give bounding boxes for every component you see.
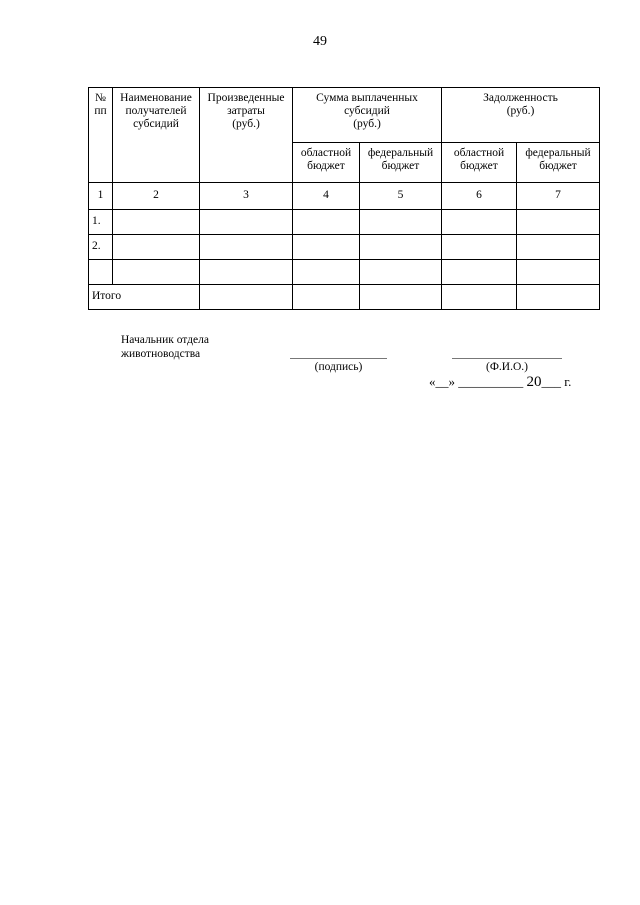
signature-line	[290, 358, 387, 359]
date-blank-day: __	[435, 374, 449, 389]
header-debt-federal: федеральный бюджет	[517, 143, 600, 183]
header-expenses: Произведенные затраты (руб.)	[200, 88, 293, 183]
column-number: 5	[360, 183, 442, 210]
table-cell	[360, 260, 442, 285]
table-cell	[360, 285, 442, 310]
header-paid-regional: областной бюджет	[293, 143, 360, 183]
table-cell	[360, 210, 442, 235]
column-number: 6	[442, 183, 517, 210]
table-cell	[517, 235, 600, 260]
column-number-row	[89, 183, 600, 210]
name-label: (Ф.И.О.)	[486, 361, 528, 373]
date-line	[429, 374, 571, 391]
date-open-quote: «	[429, 374, 436, 389]
table-cell	[200, 285, 293, 310]
date-suffix: г.	[564, 374, 572, 389]
table-cell	[442, 210, 517, 235]
total-row	[89, 285, 600, 310]
name-line	[452, 358, 562, 359]
row-label: 1.	[89, 210, 113, 235]
signature-position: Начальник отдела животноводства	[121, 334, 209, 361]
column-number: 7	[517, 183, 600, 210]
table-cell	[517, 210, 600, 235]
date-year: 20	[526, 374, 542, 390]
table-cell	[442, 285, 517, 310]
table-cell	[200, 260, 293, 285]
header-debt-regional: областной бюджет	[442, 143, 517, 183]
table-cell	[293, 235, 360, 260]
table-cell	[517, 285, 600, 310]
header-debt: Задолженность (руб.)	[442, 88, 600, 143]
table-cell	[200, 235, 293, 260]
table-cell	[200, 210, 293, 235]
date-blank-month: __________	[458, 374, 524, 389]
header-num: № пп	[89, 88, 113, 183]
row-label: 2.	[89, 235, 113, 260]
table-cell	[293, 260, 360, 285]
table-cell	[293, 210, 360, 235]
column-number: 2	[113, 183, 200, 210]
column-number: 3	[200, 183, 293, 210]
column-number: 1	[89, 183, 113, 210]
header-paid-federal: федеральный бюджет	[360, 143, 442, 183]
signature-label: (подпись)	[314, 361, 363, 373]
table-cell	[113, 210, 200, 235]
header-paid-subsidies: Сумма выплаченных субсидий (руб.)	[293, 88, 442, 143]
date-close-quote: »	[448, 374, 455, 389]
table-cell	[113, 260, 200, 285]
total-label: Итого	[89, 285, 200, 310]
column-number: 4	[293, 183, 360, 210]
table-row	[89, 235, 600, 260]
subsidy-report-table	[88, 87, 600, 310]
table-row	[89, 260, 600, 285]
table-cell	[293, 285, 360, 310]
table-cell	[442, 260, 517, 285]
table-row	[89, 210, 600, 235]
header-recipients: Наименование получателей субсидий	[113, 88, 200, 183]
date-blank-year: ___	[541, 374, 561, 389]
table-cell	[360, 235, 442, 260]
table-cell	[442, 235, 517, 260]
page-number: 49	[313, 34, 327, 49]
table-cell	[113, 235, 200, 260]
row-label	[89, 260, 113, 285]
table-cell	[517, 260, 600, 285]
